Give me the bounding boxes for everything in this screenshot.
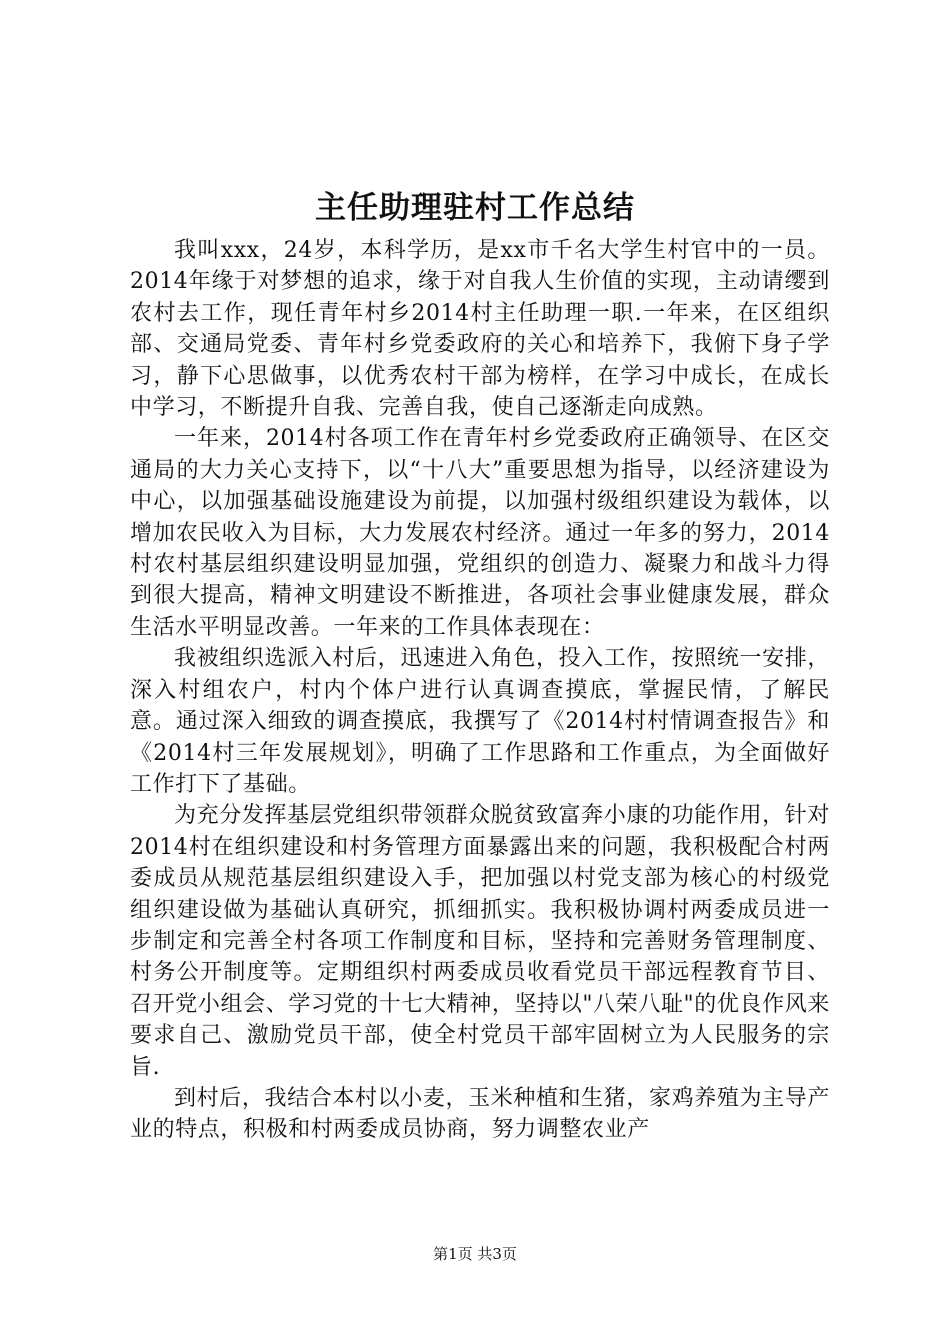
paragraph: 我被组织选派入村后，迅速进入角色，投入工作，按照统一安排，深入村组农户，村内个体户进行认真调查摸底，掌握民情，了解民意。通过深入细致的调查摸底，我撰写了《2014村村情调查报告》和《2014村三年发展规划》，明确了工作思路和工作重点，为全面做好工作打下了基础。 <box>130 646 830 797</box>
page-number-footer: 第1页 共3页 <box>433 1245 517 1263</box>
paragraph: 我叫xxx，24岁，本科学历，是xx市千名大学生村官中的一员。2014年缘于对梦想的追求，缘于对自我人生价值的实现，主动请缨到农村去工作，现任青年村乡2014村主任助理一职.一年来，在区组织部、交通局党委、青年村乡党委政府的关心和培养下，我俯下身子学习，静下心思做事，以优秀农村干部为榜样，在学习中成长，在成长中学习，不断提升自我、完善自我，使自己逐渐走向成熟。 <box>130 238 830 421</box>
document-title: 主任助理驻村工作总结 <box>315 190 635 226</box>
paragraph: 到村后，我结合本村以小麦，玉米种植和生猪，家鸡养殖为主导产业的特点，积极和村两委成员协商，努力调整农业产 <box>130 1085 830 1143</box>
paragraph: 一年来，2014村各项工作在青年村乡党委政府正确领导、在区交通局的大力关心支持下，以“十八大”重要思想为指导，以经济建设为中心，以加强基础设施建设为前提，以加强村级组织建设为载体，以增加农民收入为目标，大力发展农村经济。通过一年多的努力，2014村农村基层组织建设明显加强，党组织的创造力、凝聚力和战斗力得到很大提高，精神文明建设不断推进，各项社会事业健康发展，群众生活水平明显改善。一年来的工作具体表现在： <box>130 426 830 640</box>
document-body <box>130 235 830 1146</box>
paragraph: 为充分发挥基层党组织带领群众脱贫致富奔小康的功能作用，针对2014村在组织建设和村务管理方面暴露出来的问题，我积极配合村两委成员从规范基层组织建设入手，把加强以村党支部为核心的村级党组织建设做为基础认真研究，抓细抓实。我积极协调村两委成员进一步制定和完善全村各项工作制度和目标，坚持和完善财务管理制度、村务公开制度等。定期组织村两委成员收看党员干部远程教育节目、召开党小组会、学习党的十七大精神，坚持以"八荣八耻"的优良作风来要求自己、激励党员干部，使全村党员干部牢固树立为人民服务的宗旨. <box>130 803 830 1080</box>
